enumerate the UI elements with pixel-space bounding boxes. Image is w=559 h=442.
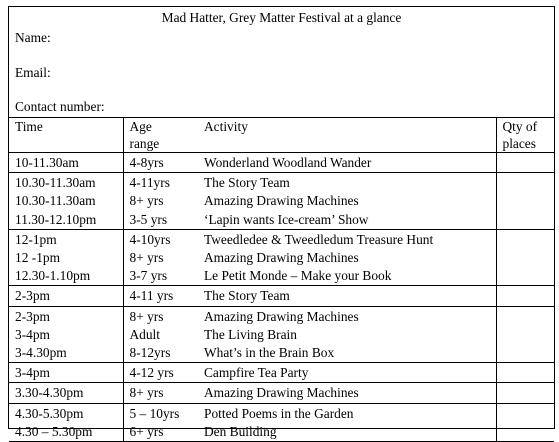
time-cell: 11.30-12.10pm [9,211,123,230]
form-header [9,7,554,118]
qty-of-places-cell[interactable] [496,423,554,442]
schedule-table [9,117,554,442]
time-cell: 10-11.30am [9,153,123,173]
column-header-age [123,117,198,153]
table-header-row [9,117,554,153]
time-cell: 2-3pm [9,286,123,306]
age-range-cell: 5 – 10yrs [129,405,180,421]
time-cell: 4.30 – 5.30pm [9,423,123,442]
qty-of-places-cell[interactable] [496,383,554,403]
age-range-cell: Adult [129,326,161,342]
schedule-row [9,153,554,173]
activity-cell: What’s in the Brain Box [198,344,496,363]
qty-of-places-cell[interactable] [496,403,554,423]
activity-cell: Amazing Drawing Machines [204,193,359,209]
time-cell: 12.30-1.10pm [9,267,123,286]
activity-cell: Amazing Drawing Machines [198,383,496,403]
schedule-row [9,363,554,383]
qty-of-places-cell[interactable] [496,286,554,306]
column-header-qty [496,117,554,153]
activity-cell: ‘Lapin wants Ice-cream’ Show [198,211,496,230]
name-field-label: Name: [15,30,51,45]
activity-cell: Amazing Drawing Machines [204,250,359,266]
schedule-row [9,173,554,193]
schedule-row [9,249,554,267]
time-cell: 12 -1pm [9,249,123,267]
time-cell: 3-4pm [9,326,123,344]
age-range-cell: 8+ yrs [129,308,164,324]
festival-form [8,6,555,439]
age-range-cell: 8+ yrs [129,250,164,266]
activity-cell: The Story Team [204,175,290,191]
activity-cell: Potted Poems in the Garden [204,405,354,421]
age-range-cell: 4-12 yrs [123,363,198,383]
age-range-cell: 3-5 yrs [123,211,198,230]
qty-of-places-cell[interactable] [496,344,554,363]
schedule-row [9,267,554,286]
qty-of-places-cell[interactable] [496,211,554,230]
column-header-age-line2: range [129,136,160,151]
time-cell: 3.30-4.30pm [9,383,123,403]
qty-of-places-cell[interactable] [496,249,554,267]
time-cell: 4.30-5.30pm [9,403,123,423]
activity-cell: Amazing Drawing Machines [204,308,359,324]
page-title: Mad Hatter, Grey Matter Festival at a glance [161,10,402,25]
schedule-row [9,192,554,210]
age-range-cell: 4-11yrs [129,175,170,191]
column-header-qty-line2: places [502,136,536,151]
age-range-cell: 6+ yrs [123,423,198,442]
schedule-row [9,344,554,363]
activity-cell: Campfire Tea Party [198,363,496,383]
age-range-cell: 4-10yrs [129,231,171,247]
schedule-row [9,423,554,442]
qty-of-places-cell[interactable] [496,306,554,326]
qty-of-places-cell[interactable] [496,153,554,173]
schedule-row [9,403,554,423]
age-range-cell: 8-12yrs [123,344,198,363]
time-cell: 2-3pm [9,306,123,326]
age-range-cell: 4-11 yrs [123,286,198,306]
age-range-cell: 3-7 yrs [123,267,198,286]
schedule-row [9,306,554,326]
qty-of-places-cell[interactable] [496,229,554,249]
age-range-cell: 8+ yrs [123,383,198,403]
qty-of-places-cell[interactable] [496,326,554,344]
activity-cell: Den Building [198,423,496,442]
time-cell: 10.30-11.30am [9,192,123,210]
schedule-row [9,286,554,306]
activity-cell: Le Petit Monde – Make your Book [198,267,496,286]
email-field-label: Email: [15,65,51,80]
age-range-cell: 8+ yrs [129,193,164,209]
column-header-time: Time [9,117,123,153]
time-cell: 10.30-11.30am [9,173,123,193]
column-header-qty-line1: Qty of [502,119,538,134]
time-cell: 3-4pm [9,363,123,383]
activity-cell: The Story Team [198,286,496,306]
qty-of-places-cell[interactable] [496,192,554,210]
time-cell: 12-1pm [9,229,123,249]
column-header-age-line1: Age [129,119,152,134]
activity-cell: Wonderland Woodland Wander [198,153,496,173]
schedule-row [9,211,554,230]
qty-of-places-cell[interactable] [496,267,554,286]
activity-cell: Tweedledee & Tweedledum Treasure Hunt [204,231,434,247]
age-range-cell: 4-8yrs [123,153,198,173]
qty-of-places-cell[interactable] [496,363,554,383]
contact-number-field-label: Contact number: [15,99,105,114]
time-cell: 3-4.30pm [9,344,123,363]
qty-of-places-cell[interactable] [496,173,554,193]
column-header-activity: Activity [198,117,496,153]
activity-cell: The Living Brain [204,326,297,342]
schedule-row [9,326,554,344]
schedule-row [9,383,554,403]
schedule-row [9,229,554,249]
